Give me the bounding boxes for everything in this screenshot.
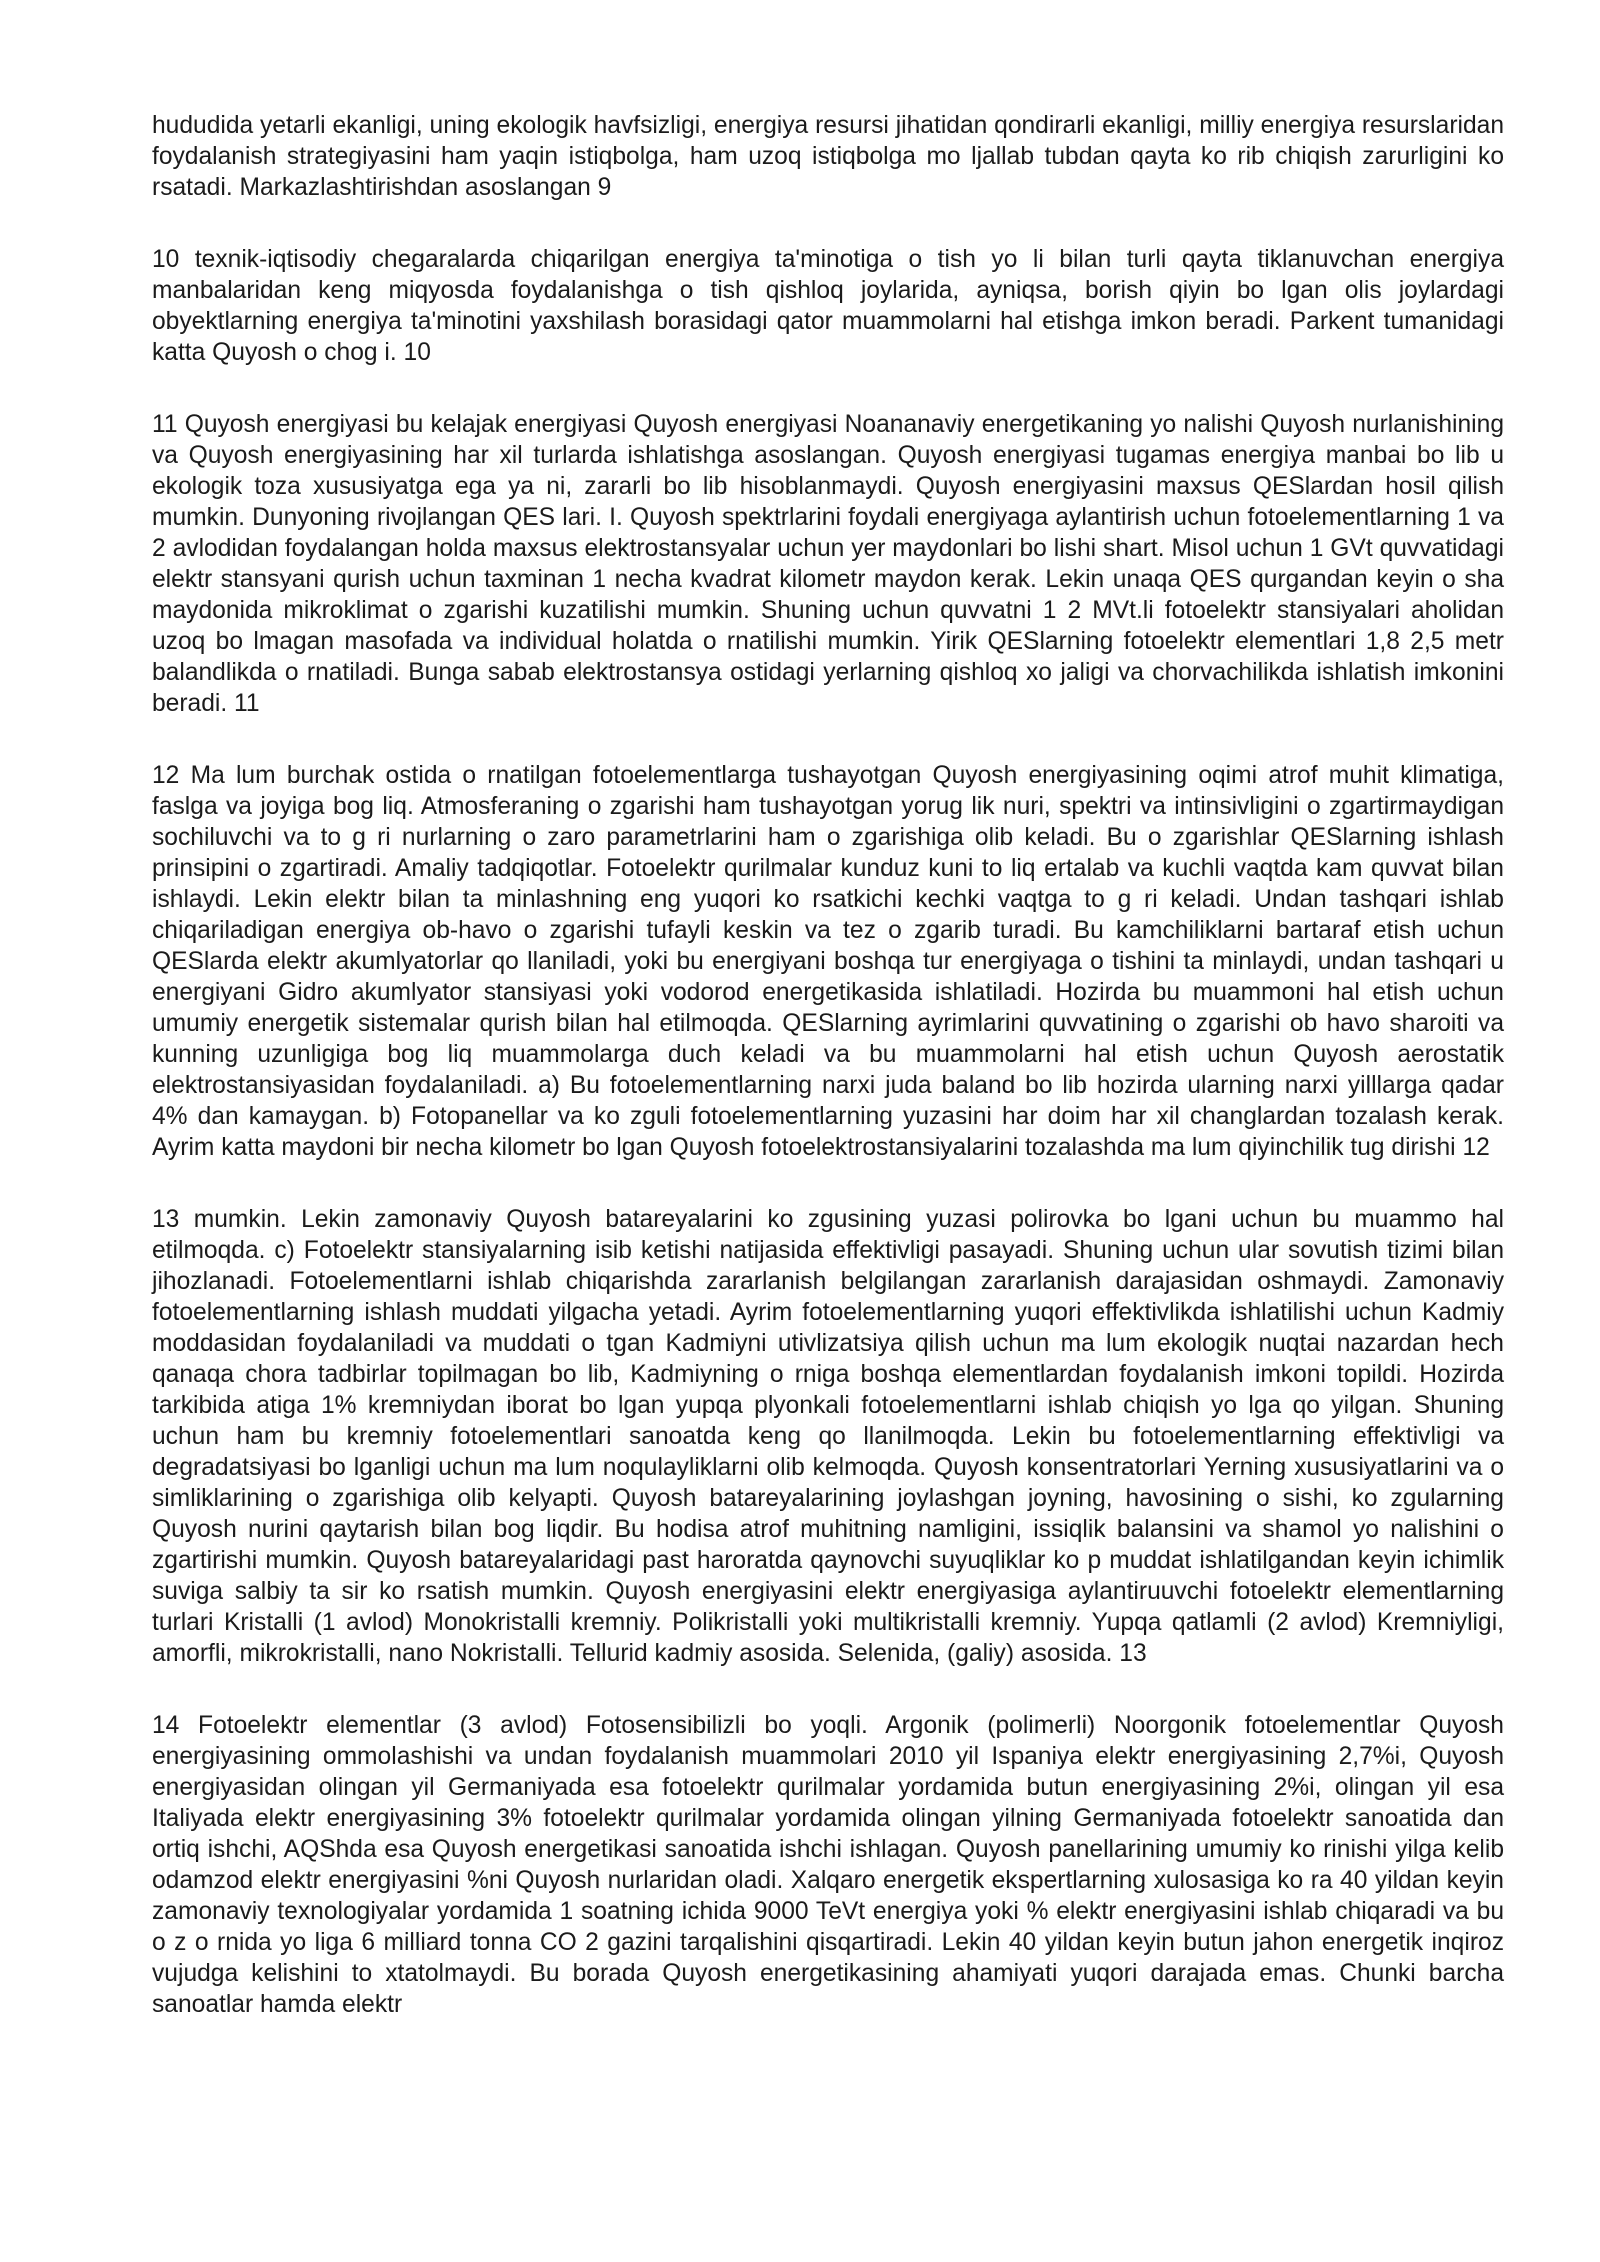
paragraph-page-14: 14 Fotoelektr elementlar (3 avlod) Fotosensibilizli bo yoqli. Argonik (polimerli) Noorgonik fotoelementlar Quyosh energiyasining ommolashishi va undan foydalanish muammolari 2010 yil Ispaniya elektr energiyasining 2,7%i, Quyosh energiyasidan olingan yil Germaniyada esa fotoelektr qurilmalar yordamida butun energiyasining 2%i, olingan yil esa Italiyada elektr energiyasining 3% fotoelektr qurilmalar yordamida olingan yilning Germaniyada fotoelektr sanoatida dan ortiq ishchi, AQShda esa Quyosh energetikasi sanoatida ishchi ishlagan. Quyosh panellarining umumiy ko rinishi yilga kelib odamzod elektr energiyasini %ni Quyosh nurlaridan oladi. Xalqaro energetik ekspertlarning xulosasiga ko ra 40 yildan keyin zamonaviy texnologiyalar yordamida 1 soatning ichida 9000 TeVt energiya yoki % elektr energiyasini ishlab chiqaradi va bu o z o rnida yo liga 6 milliard tonna CO 2 gazini tarqalishini qisqartiradi. Lekin 40 yildan keyin butun jahon energetik inqiroz vujudga kelishini to xtatolmaydi. Bu borada Quyosh energetikasining ahamiyati yuqori darajada emas. Chunki barcha sanoatlar hamda elektr (152, 1712, 1504, 2018)
document-page (152, 110, 1504, 2061)
paragraph-page-13: 13 mumkin. Lekin zamonaviy Quyosh batareyalarini ko zgusining yuzasi polirovka bo lgani uchun bu muammo hal etilmoqda. c) Fotoelektr stansiyalarning isib ketishi natijasida effektivligi pasayadi. Shuning uchun ular sovutish tizimi bilan jihozlanadi. Fotoelementlarni ishlab chiqarishda zararlanish belgilangan zararlanish darajasidan oshmaydi. Zamonaviy fotoelementlarning ishlash muddati yilgacha yetadi. Ayrim fotoelementlarning yuqori effektivlikda ishlatilishi uchun Kadmiy moddasidan foydalaniladi va muddati o tgan Kadmiyni utivlizatsiya qilish uchun ma lum ekologik nuqtai nazardan hech qanaqa chora tadbirlar topilmagan bo lib, Kadmiyning o rniga boshqa elementlardan foydalanish imkoni topildi. Hozirda tarkibida atiga 1% kremniydan iborat bo lgan yupqa plyonkali fotoelementlarni ishlab chiqish yo lga qo yilgan. Shuning uchun ham bu kremniy fotoelementlari sanoatda keng qo llanilmoqda. Lekin bu fotoelementlarning effektivligi va degradatsiyasi bo lganligi uchun ma lum noqulayliklarni olib kelmoqda. Quyosh konsentratorlari Yerning xususiyatlarini va o simliklarining o zgarishiga olib kelyapti. Quyosh batareyalarining joylashgan joyning, havosining o sishi, ko zgularning Quyosh nurini qaytarish bilan bog liqdir. Bu hodisa atrof muhitning namligini, issiqlik balansini va shamol yo nalishini o zgartirishi mumkin. Quyosh batareyalaridagi past haroratda qaynovchi suyuqliklar ko p muddat ishlatilgandan keyin ichimlik suviga salbiy ta sir ko rsatish mumkin. Quyosh energiyasini elektr energiyasiga aylantiruuvchi fotoelektr elementlarning turlari Kristalli (1 avlod) Monokristalli kremniy. Polikristalli yoki multikristalli kremniy. Yupqa qatlamli (2 avlod) Kremniyligi, amorfli, mikrokristalli, nano Nokristalli. Tellurid kadmiy asosida. Selenida, (galiy) asosida. 13 (152, 1206, 1504, 1667)
paragraph-page-10: 10 texnik-iqtisodiy chegaralarda chiqarilgan energiya ta'minotiga o tish yo li bilan turli qayta tiklanuvchan energiya manbalaridan keng miqyosda foydalanishga o tish qishloq joylarida, ayniqsa, borish qiyin bo lgan olis joylardagi obyektlarning energiya ta'minotini yaxshilash borasidagi qator muammolarni hal etishga imkon beradi. Parkent tumanidagi katta Quyosh o chog i. 10 (152, 246, 1504, 366)
paragraph-page-12: 12 Ma lum burchak ostida o rnatilgan fotoelementlarga tushayotgan Quyosh energiyasining oqimi atrof muhit klimatiga, faslga va joyiga bog liq. Atmosferaning o zgarishi ham tushayotgan yorug lik nuri, spektri va intinsivligini o zgartirmaydigan sochiluvchi va to g ri nurlarning o zaro parametrlarini ham o zgarishiga olib keladi. Bu o zgarishlar QESlarning ishlash prinsipini o zgartiradi. Amaliy tadqiqotlar. Fotoelektr qurilmalar kunduz kuni to liq ertalab va kuchli vaqtda kam quvvat bilan ishlaydi. Lekin elektr bilan ta minlashning eng yuqori ko rsatkichi kechki vaqtga to g ri keladi. Undan tashqari ishlab chiqariladigan energiya ob-havo o zgarishi tufayli keskin va tez o zgarib turadi. Bu kamchiliklarni bartaraf etish uchun QESlarda elektr akumlyatorlar qo llaniladi, yoki bu energiyani boshqa tur energiyaga o tishini ta minlaydi, undan tashqari u energiyani Gidro akumlyator stansiyasi yoki vodorod energetikasida ishlatiladi. Hozirda bu muammoni hal etish uchun umumiy energetik sistemalar qurish bilan hal etilmoqda. QESlarning ayrimlarini quvvatining o zgarishi ob havo sharoiti va kunning uzunligiga bog liq muammolarga duch keladi va bu muammolarni hal etish uchun Quyosh aerostatik elektrostansiyasidan foydalaniladi. a) Bu fotoelementlarning narxi juda baland bo lib hozirda ularning narxi yilllarga qadar 4% dan kamaygan. b) Fotopanellar va ko zguli fotoelementlarning yuzasini har doim har xil changlardan tozalash kerak. Ayrim katta maydoni bir necha kilometr bo lgan Quyosh fotoelektrostansiyalarini tozalashda ma lum qiyinchilik tug dirishi 12 (152, 762, 1504, 1161)
paragraph-page-9-end: hududida yetarli ekanligi, uning ekologik havfsizligi, energiya resursi jihatidan qondirarli ekanligi, milliy energiya resurslaridan foydalanish strategiyasini ham yaqin istiqbolga, ham uzoq istiqbolga mo ljallab tubdan qayta ko rib chiqish zarurligini ko rsatadi. Markazlashtirishdan asoslangan 9 (152, 112, 1505, 201)
paragraph-page-11: 11 Quyosh energiyasi bu kelajak energiyasi Quyosh energiyasi Noananaviy energetikaning yo nalishi Quyosh nurlanishining va Quyosh energiyasining har xil turlarda ishlatishga asoslangan. Quyosh energiyasi tugamas energiya manbai bo lib u ekologik toza xususiyatga ega ya ni, zararli bo lib hisoblanmaydi. Quyosh energiyasini maxsus QESlardan hosil qilish mumkin. Dunyoning rivojlangan QES lari. I. Quyosh spektrlarini foydali energiyaga aylantirish uchun fotoelementlarning 1 va 2 avlodidan foydalangan holda maxsus elektrostansyalar uchun yer maydonlari bo lishi shart. Misol uchun 1 GVt quvvatidagi elektr stansyani qurish uchun taxminan 1 necha kvadrat kilometr maydon kerak. Lekin unaqa QES qurgandan keyin o sha maydonida mikroklimat o zgarishi kuzatilishi mumkin. Shuning uchun quvvatni 1 2 MVt.li fotoelektr stansiyalari aholidan uzoq bo lmagan masofada va individual holatda o rnatilishi mumkin. Yirik QESlarning fotoelektr elementlari 1,8 2,5 metr balandlikda o rnatiladi. Bunga sabab elektrostansya ostidagi yerlarning qishloq xo jaligi va chorvachilikda ishlatish imkonini beradi. 11 (152, 411, 1504, 717)
